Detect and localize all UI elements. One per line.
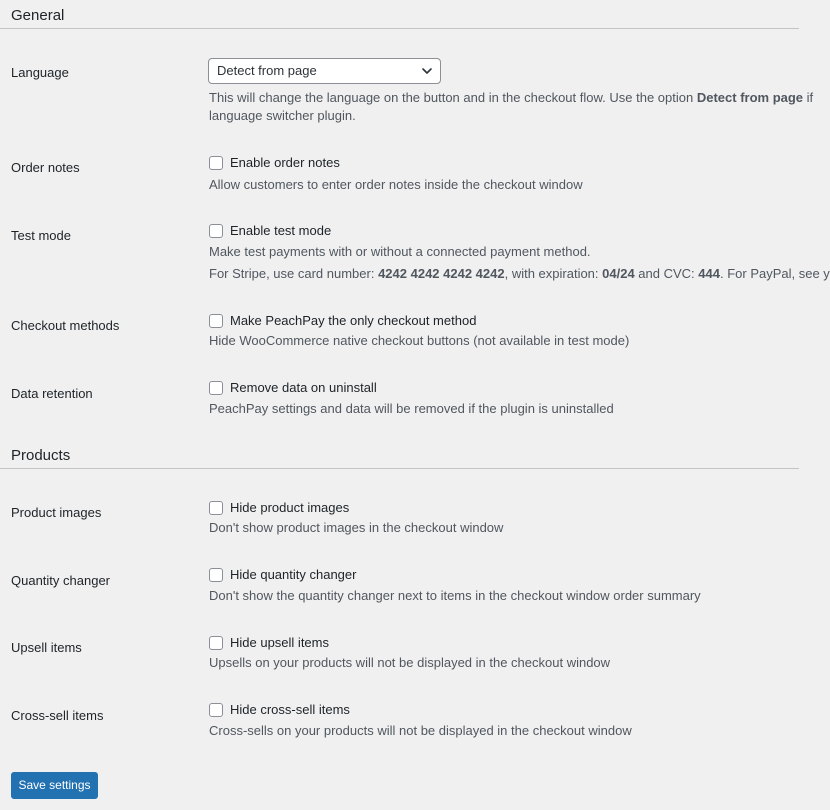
data-retention-option[interactable]: [209, 380, 377, 396]
checkout-methods-checkbox[interactable]: [209, 314, 223, 328]
cross-sell-items-checkbox[interactable]: [209, 703, 223, 717]
product-images-checkbox[interactable]: [209, 501, 223, 515]
quantity-changer-option[interactable]: [209, 567, 356, 583]
data-retention-checkbox-label[interactable]: Remove data on uninstall: [230, 380, 377, 395]
data-retention-checkbox[interactable]: [209, 381, 223, 395]
upsell-items-description: Upsells on your products will not be displayed in the checkout window: [209, 655, 611, 670]
cross-sell-items-description: Cross-sells on your products will not be displayed in the checkout window: [209, 723, 632, 738]
order-notes-label: Order notes: [11, 160, 80, 175]
save-settings-button[interactable]: Save settings: [11, 772, 98, 799]
quantity-changer-label: Quantity changer: [11, 573, 111, 588]
quantity-changer-checkbox[interactable]: [209, 568, 223, 582]
quantity-changer-checkbox-label[interactable]: Hide quantity changer: [230, 567, 357, 582]
section-divider-products: [0, 468, 799, 469]
data-retention-description: PeachPay settings and data will be removed if the plugin is uninstalled: [209, 401, 614, 416]
section-title-products: Products: [11, 447, 71, 464]
cross-sell-items-option[interactable]: [209, 702, 350, 718]
detect-from-page-text: Detect from page: [696, 90, 804, 105]
checkout-methods-label: Checkout methods: [11, 318, 120, 333]
order-notes-checkbox-label[interactable]: Enable order notes: [230, 155, 340, 170]
upsell-items-checkbox-label[interactable]: Hide upsell items: [230, 635, 329, 650]
product-images-option[interactable]: [209, 500, 349, 516]
test-mode-description: Make test payments with or without a connected payment method.: [209, 244, 591, 259]
section-title-general: General: [11, 7, 65, 24]
cross-sell-items-label: Cross-sell items: [11, 708, 104, 723]
checkout-methods-option[interactable]: [209, 313, 476, 329]
order-notes-checkbox[interactable]: [209, 156, 223, 170]
upsell-items-checkbox[interactable]: [209, 636, 223, 650]
test-card-expiration: 04/24: [602, 266, 635, 281]
product-images-description: Don't show product images in the checkout window: [209, 520, 504, 535]
language-description: This will change the language on the button and in the checkout flow. Use the option Detect from page if: [209, 90, 814, 105]
upsell-items-label: Upsell items: [11, 640, 82, 655]
language-select[interactable]: [208, 58, 441, 84]
checkout-methods-description: Hide WooCommerce native checkout buttons (not available in test mode): [209, 333, 630, 348]
cross-sell-items-checkbox-label[interactable]: Hide cross-sell items: [230, 702, 350, 717]
test-mode-checkbox[interactable]: [209, 224, 223, 238]
test-card-cvc: 444: [698, 266, 720, 281]
test-mode-label: Test mode: [11, 228, 71, 243]
order-notes-option[interactable]: [209, 155, 340, 171]
test-card-number: 4242 4242 4242 4242: [378, 266, 505, 281]
language-label: Language: [11, 65, 69, 80]
checkout-methods-checkbox-label[interactable]: Make PeachPay the only checkout method: [230, 313, 477, 328]
test-mode-stripe-info: For Stripe, use card number: 4242 4242 4242 4242, with expiration: 04/24 and CVC: 444. For PayPal, see y: [209, 266, 830, 281]
product-images-label: Product images: [11, 505, 102, 520]
section-divider-general: [0, 28, 799, 29]
quantity-changer-description: Don't show the quantity changer next to items in the checkout window order summary: [209, 588, 701, 603]
data-retention-label: Data retention: [11, 386, 93, 401]
test-mode-option[interactable]: [209, 223, 331, 239]
chevron-down-icon: [421, 65, 433, 77]
order-notes-description: Allow customers to enter order notes inside the checkout window: [209, 177, 583, 192]
product-images-checkbox-label[interactable]: Hide product images: [230, 500, 350, 515]
upsell-items-option[interactable]: [209, 635, 329, 651]
language-description-line2: language switcher plugin.: [209, 108, 356, 123]
test-mode-checkbox-label[interactable]: Enable test mode: [230, 223, 332, 238]
language-select-value: Detect from page: [217, 63, 317, 78]
